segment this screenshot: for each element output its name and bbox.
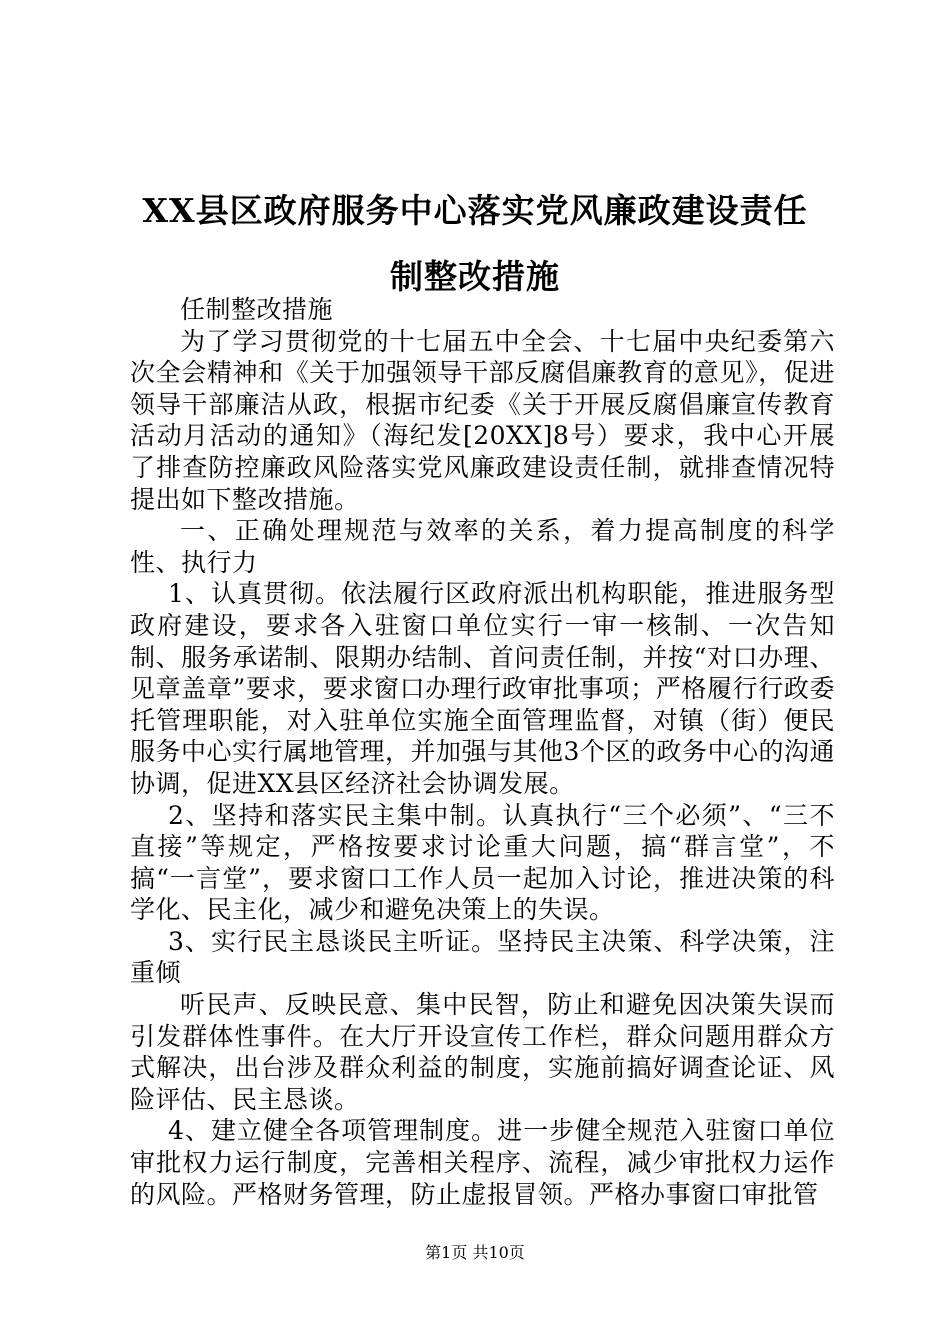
title-line-1: XX县区政府服务中心落实党风廉政建设责任 <box>142 191 808 230</box>
paragraph-subtitle: 任制整改措施 <box>180 295 334 324</box>
section-heading-1: 一、正确处理规范与效率的关系，着力提高制度的科学性、执行力 <box>130 516 835 577</box>
paragraph-intro: 为了学习贯彻党的十七届五中全会、十七届中央纪委第六次全会精神和《关于加强领导干部反腐倡廉教育的意见》，促进领导干部廉洁从政，根据市纪委《关于开展反腐倡廉宣传教育活动月活动的通知》（海纪发[20XX]8号）要求，我中心开展了排查防控廉政风险落实党风廉政建设责任制，就排查情况特提出如下整改措施。 <box>130 326 835 514</box>
paragraph-item-1: 1、认真贯彻。依法履行区政府派出机构职能，推进服务型政府建设，要求各入驻窗口单位实行一审一核制、一次告知制、服务承诺制、限期办结制、首问责任制，并按“对口办理、见章盖章”要求，要求窗口办理行政审批事项；严格履行行政委托管理职能，对入驻单位实施全面管理监督，对镇（街）便民服务中心实行属地管理，并加强与其他3个区的政务中心的沟通协调，促进XX县区经济社会协调发展。 <box>130 579 835 798</box>
document-title <box>60 178 890 310</box>
title-line-2: 制整改措施 <box>390 257 560 296</box>
paragraph-item-2: 2、坚持和落实民主集中制。认真执行“三个必须”、“三不直接”等规定，严格按要求讨论重大问题，搞“群言堂”，不搞“一言堂”，要求窗口工作人员一起加入讨论，推进决策的科学化、民主化，减少和避免决策上的失误。 <box>130 800 835 925</box>
paragraph-item-3-continued: 听民声、反映民意、集中民智，防止和避免因决策失误而引发群体性事件。在大厅开设宣传工作栏，群众问题用群众方式解决，出台涉及群众利益的制度，实施前搞好调查论证、风险评估、民主恳谈。 <box>130 990 835 1114</box>
paragraph-item-4: 4、建立健全各项管理制度。进一步健全规范入驻窗口单位审批权力运行制度，完善相关程序、流程，减少审批权力运作的风险。严格财务管理，防止虚报冒领。严格办事窗口审批管 <box>130 1116 835 1209</box>
page-footer: 第1页 共10页 <box>425 1243 525 1262</box>
paragraph-item-3: 3、实行民主恳谈民主听证。坚持民主决策、科学决策，注重倾 <box>130 926 835 988</box>
document-body <box>130 294 835 1210</box>
